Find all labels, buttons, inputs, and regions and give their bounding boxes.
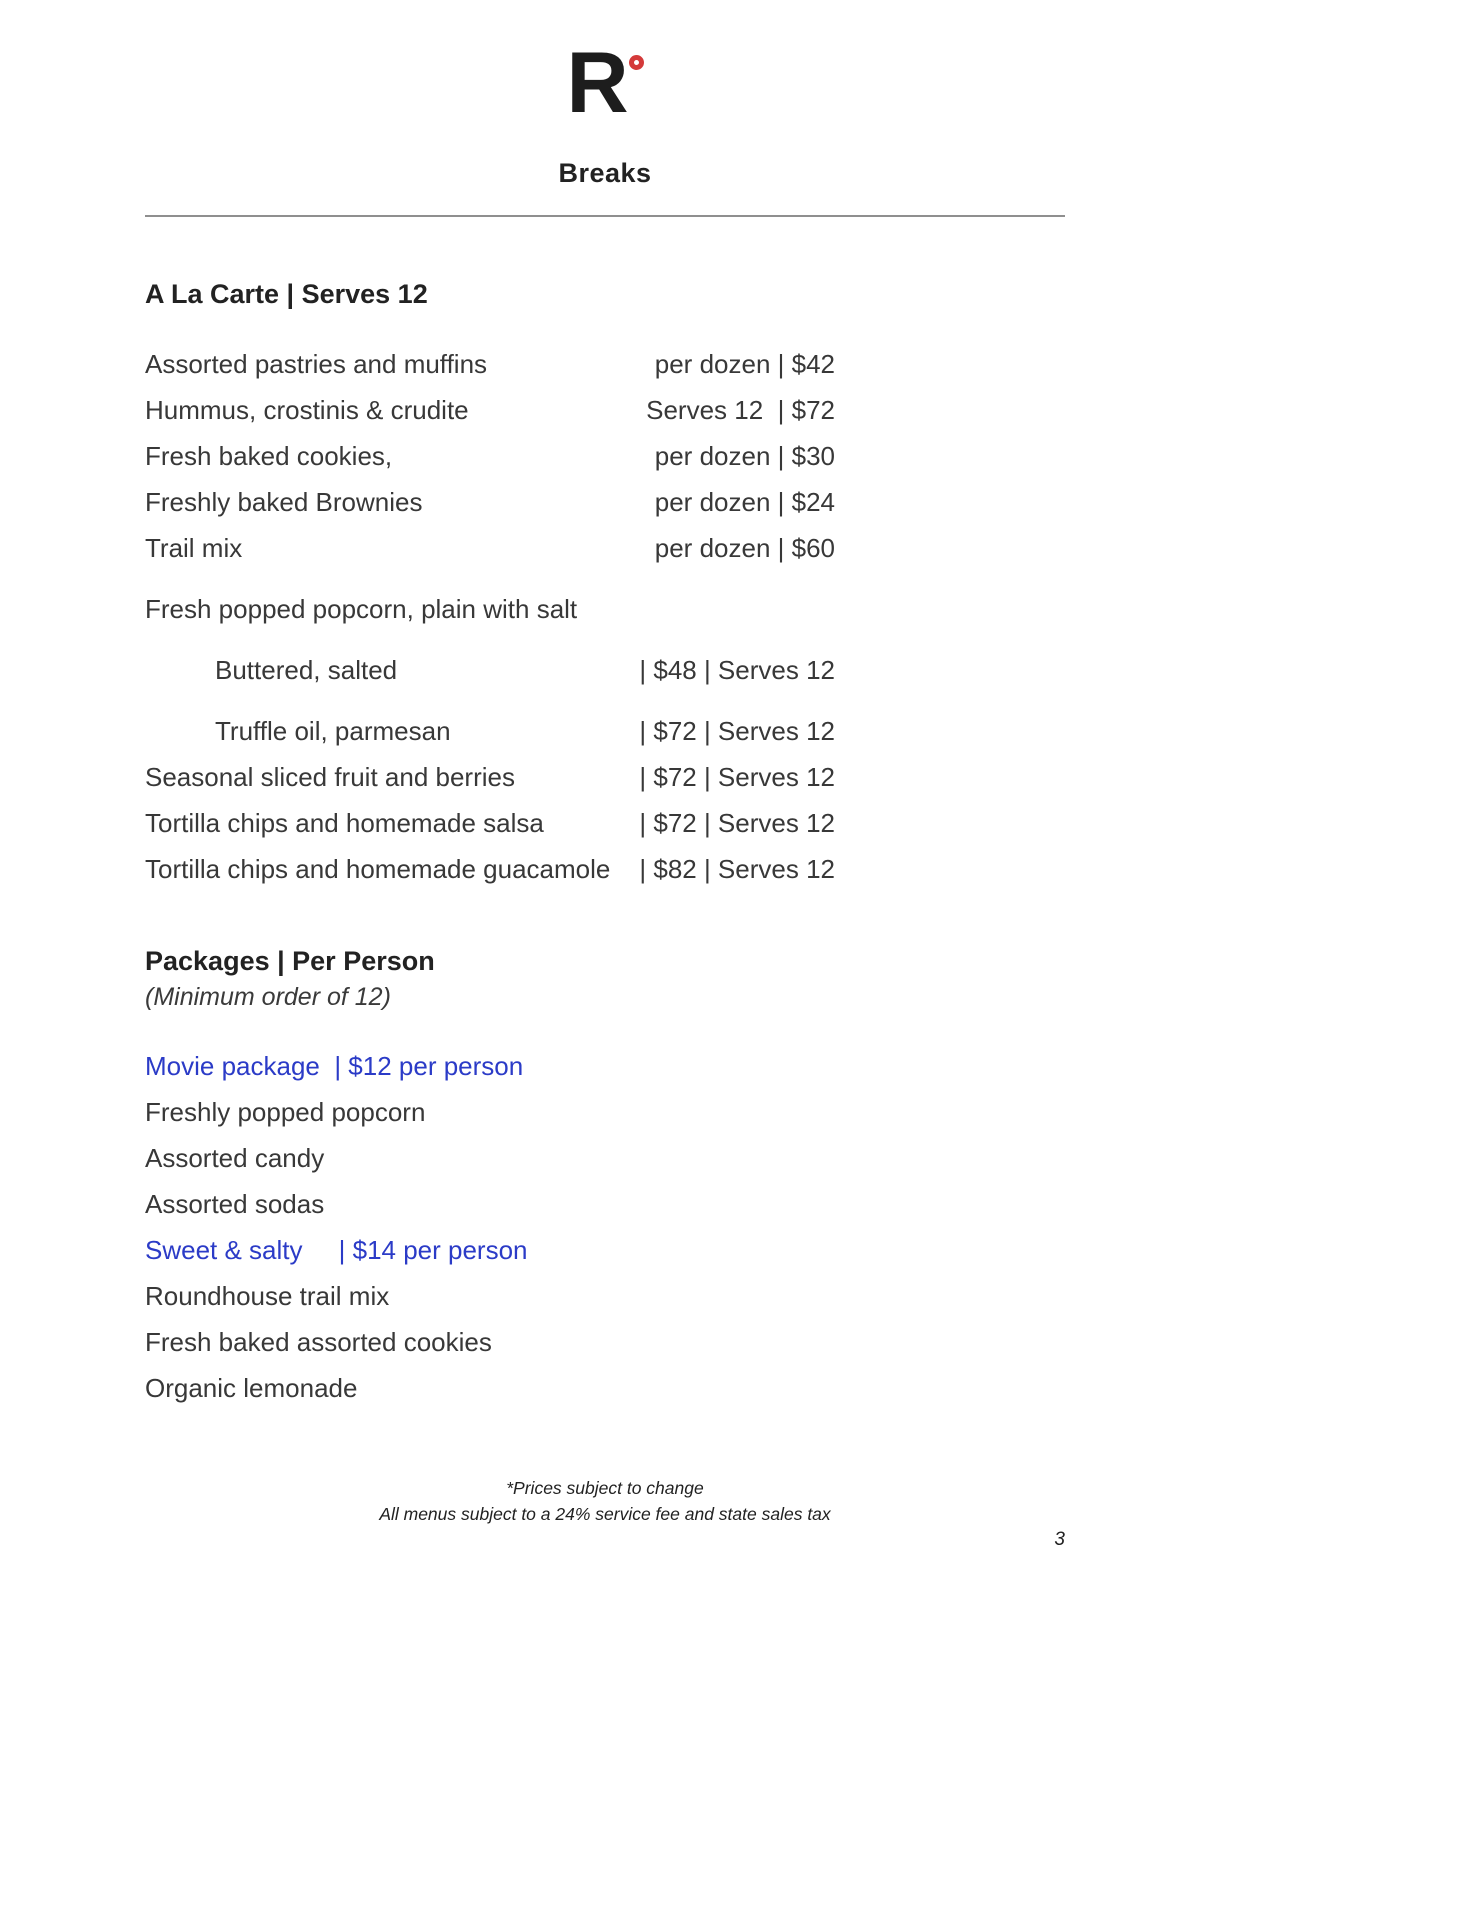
page-title: Breaks (558, 158, 652, 188)
logo-letter: R (566, 35, 627, 131)
item-name: Freshly baked Brownies (145, 487, 423, 517)
footer-note-prices: *Prices subject to change (506, 1478, 704, 1498)
item-price: | $72 | Serves 12 (639, 762, 835, 792)
package-group-movie (145, 1052, 1065, 1219)
item-name: Hummus, crostinis & crudite (145, 395, 469, 425)
menu-item (145, 442, 835, 471)
menu-item (145, 534, 835, 563)
item-name: Trail mix (145, 533, 243, 563)
menu-item (145, 488, 835, 517)
logo (145, 35, 1065, 148)
package-item: Freshly popped popcorn (145, 1097, 426, 1127)
item-name: Tortilla chips and homemade guacamole (145, 854, 611, 884)
section-heading-alacarte: A La Carte | Serves 12 (145, 279, 428, 309)
package-item: Assorted sodas (145, 1189, 325, 1219)
item-price: per dozen | $60 (654, 533, 835, 563)
divider (145, 215, 1065, 217)
page-number: 3 (1054, 1529, 1065, 1550)
packages-minimum-note: (Minimum order of 12) (145, 983, 391, 1011)
item-name: Fresh popped popcorn, plain with salt (145, 594, 578, 624)
menu-item (145, 717, 835, 746)
package-title: Sweet & salty | $14 per person (145, 1235, 528, 1265)
item-price: | $82 | Serves 12 (639, 854, 835, 884)
item-name: Tortilla chips and homemade salsa (145, 808, 544, 838)
menu-item (145, 350, 835, 379)
menu-item (145, 595, 835, 624)
item-name: Truffle oil, parmesan (215, 716, 451, 746)
item-price: per dozen | $24 (654, 487, 835, 517)
menu-item (145, 396, 835, 425)
section-heading-packages: Packages | Per Person (145, 946, 435, 976)
package-title: Movie package | $12 per person (145, 1051, 524, 1081)
menu-item (145, 809, 835, 838)
package-item: Roundhouse trail mix (145, 1281, 390, 1311)
footer-notes (145, 1475, 1065, 1527)
item-price: per dozen | $42 (654, 349, 835, 379)
item-name: Assorted pastries and muffins (145, 349, 488, 379)
package-item: Assorted candy (145, 1143, 325, 1173)
item-price: | $48 | Serves 12 (639, 655, 835, 685)
item-price: per dozen | $30 (654, 441, 835, 471)
package-group-sweet-salty (145, 1236, 1065, 1403)
package-item: Organic lemonade (145, 1373, 358, 1403)
package-item: Fresh baked assorted cookies (145, 1327, 492, 1357)
menu-item (145, 763, 835, 792)
item-price: Serves 12 | $72 (646, 395, 835, 425)
menu-item (145, 656, 835, 685)
item-name: Seasonal sliced fruit and berries (145, 762, 515, 792)
item-price: | $72 | Serves 12 (639, 716, 835, 746)
footer-note-service-fee: All menus subject to a 24% service fee and state sales tax (379, 1504, 831, 1524)
item-name: Fresh baked cookies, (145, 441, 393, 471)
item-name: Buttered, salted (215, 655, 398, 685)
menu-item (145, 855, 835, 884)
logo-ring-icon (629, 55, 644, 70)
item-price: | $72 | Serves 12 (639, 808, 835, 838)
alacarte-list (145, 350, 835, 884)
